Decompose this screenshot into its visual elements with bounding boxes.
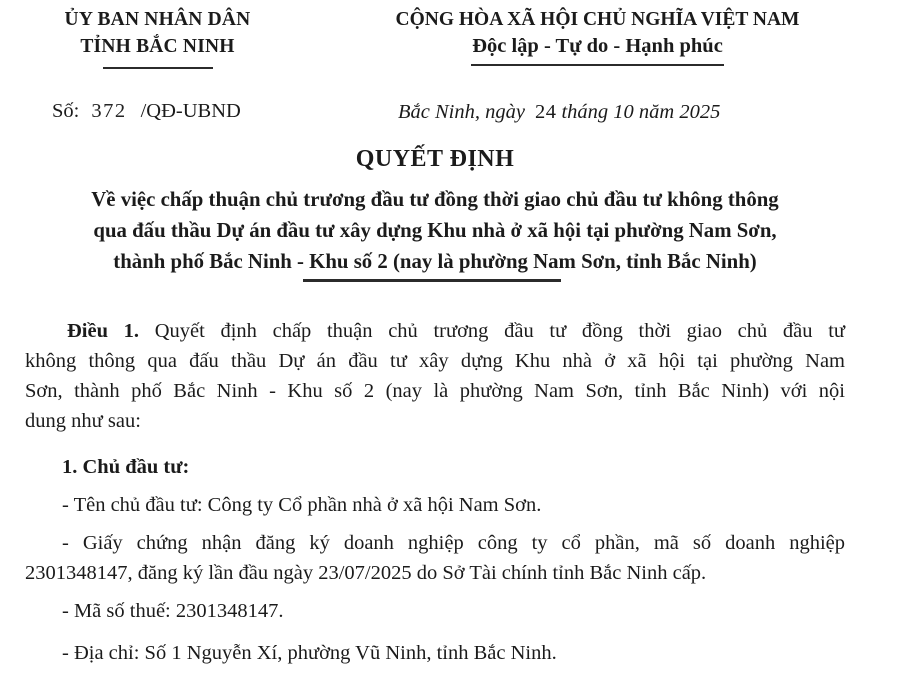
issuing-agency-underline [103, 67, 213, 69]
document-number-symbol: /QĐ-UBND [140, 100, 241, 122]
article-1-line [25, 316, 845, 346]
document-body [25, 316, 845, 668]
tax-code-item: - Mã số thuế: 2301348147. [62, 600, 284, 622]
document-title: QUYẾT ĐỊNH [355, 146, 515, 172]
article-1-line: Sơn, thành phố Bắc Ninh - Khu số 2 (nay là phường Nam Sơn, tỉnh Bắc Ninh) với nội [25, 380, 845, 402]
date-day-value: 24 [534, 101, 557, 123]
business-registration-line: 2301348147, đăng ký lần đầu ngày 23/07/2025 do Sở Tài chính tỉnh Bắc Ninh cấp. [25, 562, 707, 584]
article-1-text: Quyết định chấp thuận chủ trương đầu tư đồng thời giao chủ đầu tư [154, 320, 845, 342]
business-registration-item [25, 528, 845, 588]
place-date-prefix: Bắc Ninh, ngày [398, 101, 525, 123]
document-number-value: 372 [91, 100, 127, 122]
business-registration-line: - Giấy chứng nhận đăng ký doanh nghiệp công ty cổ phần, mã số doanh nghiệp [62, 532, 845, 554]
document-number-label: Số: [52, 100, 80, 122]
section-1-heading: 1. Chủ đầu tư: [62, 456, 190, 478]
place-date-rest: tháng 10 năm 2025 [561, 101, 721, 123]
subject-line: Về việc chấp thuận chủ trương đầu tư đồng thời giao chủ đầu tư không thông [91, 188, 779, 211]
national-header-line1: CỘNG HÒA XÃ HỘI CHỦ NGHĨA VIỆT NAM [395, 9, 800, 30]
article-1-line: dung như sau: [25, 410, 141, 432]
national-header-block [350, 6, 845, 66]
article-1-paragraph [25, 316, 845, 436]
issuing-agency-block [30, 6, 285, 69]
national-motto-line: Độc lập - Tự do - Hạnh phúc [472, 35, 723, 57]
address-item: - Địa chỉ: Số 1 Nguyễn Xí, phường Vũ Ninh, tỉnh Bắc Ninh. [62, 642, 557, 664]
subject-line: qua đấu thầu Dự án đầu tư xây dựng Khu nhà ở xã hội tại phường Nam Sơn, [93, 219, 777, 242]
article-1-line: không thông qua đấu thầu Dự án đầu tư xây dựng Khu nhà ở xã hội tại phường Nam [25, 350, 845, 372]
subject-underline [303, 279, 561, 282]
document-number-line [52, 100, 241, 123]
issuing-agency-line1: ỦY BAN NHÂN DÂN [64, 9, 251, 30]
document-subject-block [25, 184, 845, 282]
subject-line: thành phố Bắc Ninh - Khu số 2 (nay là phường Nam Sơn, tỉnh Bắc Ninh) [113, 250, 757, 273]
investor-name-item: - Tên chủ đầu tư: Công ty Cổ phần nhà ở xã hội Nam Sơn. [62, 494, 542, 516]
issuing-agency-line2: TỈNH BẮC NINH [80, 36, 235, 57]
article-1-label: Điều 1. [67, 320, 140, 342]
place-date-line [398, 101, 720, 124]
national-motto-underline [471, 64, 724, 66]
